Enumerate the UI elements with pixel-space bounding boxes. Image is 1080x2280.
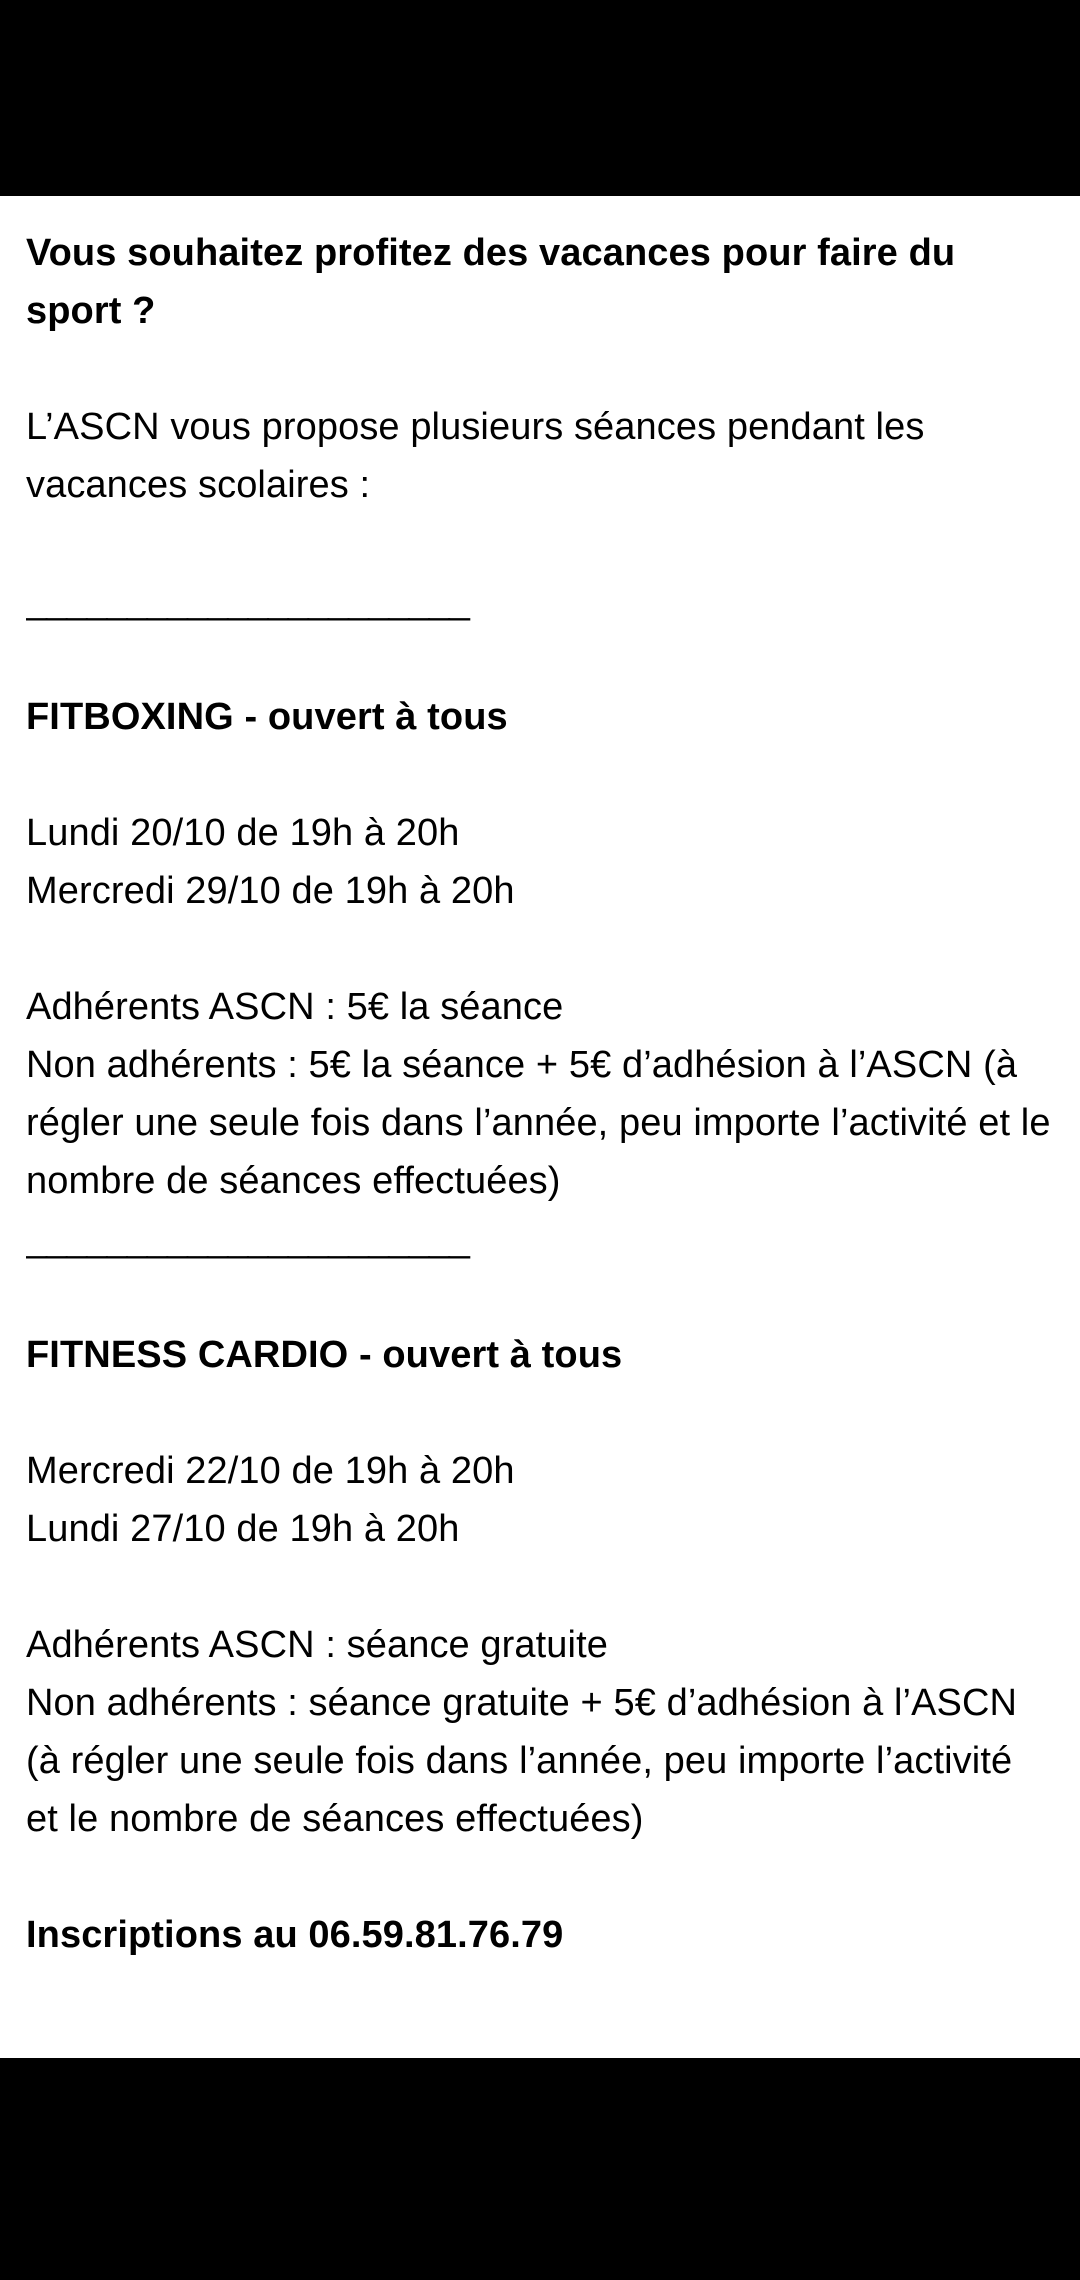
fitboxing-pricing-nonmembers: Non adhérents : 5€ la séance + 5€ d’adhésion à l’ASCN (à régler une seule fois dans l’année, peu importe l’activité et le nombre de séances effectuées) xyxy=(26,1044,1062,1202)
spacer xyxy=(26,1384,1054,1442)
section-title-fitness-cardio: FITNESS CARDIO - ouvert à tous xyxy=(26,1334,623,1376)
fitboxing-pricing-members: Adhérents ASCN : 5€ la séance xyxy=(26,986,564,1028)
section-title-fitboxing: FITBOXING - ouvert à tous xyxy=(26,696,508,738)
spacer xyxy=(26,340,1054,398)
spacer xyxy=(26,630,1054,688)
document-sheet xyxy=(0,196,1080,2058)
spacer xyxy=(26,746,1054,804)
fitness-pricing-nonmembers: Non adhérents : séance gratuite + 5€ d’adhésion à l’ASCN (à régler une seule fois dans l’année, peu importe l’activité et le nombre de séances effectuées) xyxy=(26,1682,1028,1840)
fitness-pricing-members: Adhérents ASCN : séance gratuite xyxy=(26,1624,608,1666)
spacer xyxy=(26,1848,1054,1906)
spacer xyxy=(26,920,1054,978)
intro-heading: Vous souhaitez profitez des vacances pour faire du sport ? xyxy=(26,232,966,332)
spacer xyxy=(26,514,1054,572)
divider-2: ______________________ xyxy=(26,1218,469,1260)
fitboxing-schedule-2: Mercredi 29/10 de 19h à 20h xyxy=(26,870,515,912)
spacer xyxy=(26,1268,1054,1326)
fitboxing-schedule-1: Lundi 20/10 de 19h à 20h xyxy=(26,812,460,854)
fitness-schedule-2: Lundi 27/10 de 19h à 20h xyxy=(26,1508,460,1550)
contact-line: Inscriptions au 06.59.81.76.79 xyxy=(26,1914,564,1956)
document-body xyxy=(0,196,1080,1964)
spacer xyxy=(26,1558,1054,1616)
divider-1: ______________________ xyxy=(26,580,469,622)
fitness-schedule-1: Mercredi 22/10 de 19h à 20h xyxy=(26,1450,515,1492)
intro-body: L’ASCN vous propose plusieurs séances pendant les vacances scolaires : xyxy=(26,406,936,506)
